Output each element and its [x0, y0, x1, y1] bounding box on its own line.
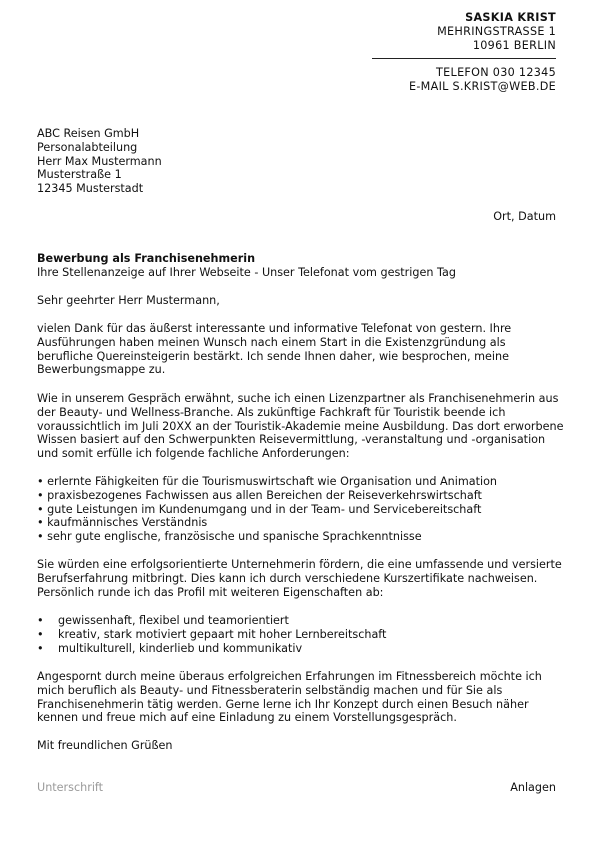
recipient-line: Herr Max Mustermann	[37, 154, 162, 168]
sender-city: 10961 BERLIN	[472, 39, 556, 52]
recipient-line: Personalabteilung	[37, 140, 138, 154]
reference-line: Ihre Stellenanzeige auf Ihrer Webseite - Unser Telefonat vom gestrigen Tag	[37, 266, 456, 279]
recipient-address	[37, 127, 565, 196]
list-item: • erlernte Fähigkeiten für die Tourismuswirtschaft wie Organisation und Animation	[37, 475, 498, 488]
traits-list	[37, 614, 565, 655]
recipient-line: ABC Reisen GmbH	[37, 127, 140, 140]
bullet-dot: •	[37, 627, 44, 641]
list-item	[37, 628, 565, 642]
sender-email: E-MAIL S.KRIST@WEB.DE	[408, 80, 556, 93]
list-item: • sehr gute englische, französische und spanische Sprachkenntnisse	[37, 530, 422, 544]
list-item-text: multikulturell, kinderlieb und kommunikativ	[58, 641, 303, 655]
bullet-dot: •	[37, 641, 44, 655]
list-item: • gute Leistungen im Kundenumgang und in der Team- und Servicebereitschaft	[37, 502, 482, 516]
paragraph-intro: vielen Dank für das äußerst interessante und informative Telefonat von gestern. Ihre Ausführungen haben meinen Wunsch nach einem Start in die Existenzgründung als berufliche Quereinsteigerin bestärkt. Ich sende Ihnen daher, wie besprochen, meine Bewerbungsmappe zu.	[37, 322, 512, 377]
skills-list	[37, 475, 565, 544]
signature-placeholder: Unterschrift	[37, 781, 104, 794]
header-divider	[372, 58, 556, 59]
list-item-text: kreativ, stark motiviert gepaart mit hoher Lernbereitschaft	[58, 627, 387, 641]
paragraph-background: Wie in unserem Gespräch erwähnt, suche ich einen Lizenzpartner als Franchisenehmerin aus der Beauty- und Wellness-Branche. Als zukünftige Fachkraft für Touristik beende ich voraussichtlich im Juli 20XX an der Touristik-Akademie meine Ausbildung. Das dort erworbene Wissen basiert auf den Schwerpunkten Reisevermittlung, -veranstaltung und -organisation und somit erfülle ich folgende fachliche Anforderungen:	[37, 392, 564, 461]
list-item: • praxisbezogenes Fachwissen aus allen Bereichen der Reiseverkehrswirtschaft	[37, 488, 482, 502]
list-item: • kaufmännisches Verständnis	[37, 516, 208, 530]
bullet-dot: •	[37, 614, 44, 627]
paragraph-experience: Sie würden eine erfolgsorientierte Unternehmerin fördern, die eine umfassende und versierte Berufserfahrung mitbringt. Dies kann ich durch verschiedene Kurszertifikate nachweisen. Persönlich runde ich das Profil mit weiteren Eigenschaften ab:	[37, 558, 562, 599]
list-item	[37, 614, 565, 628]
sender-street: MEHRINGSTRASSE 1	[437, 25, 556, 38]
subject-line: Bewerbung als Franchisenehmerin	[37, 252, 256, 265]
recipient-line: 12345 Musterstadt	[37, 182, 144, 196]
list-item-text: gewissenhaft, flexibel und teamorientiert	[58, 614, 289, 627]
salutation: Sehr geehrter Herr Mustermann,	[37, 294, 220, 307]
place-date: Ort, Datum	[493, 210, 556, 223]
sender-phone: TELEFON 030 12345	[436, 66, 556, 79]
closing: Mit freundlichen Grüßen	[37, 739, 173, 752]
recipient-line: Musterstraße 1	[37, 168, 122, 182]
list-item	[37, 642, 565, 656]
paragraph-motivation: Angespornt durch meine überaus erfolgreichen Erfahrungen im Fitnessbereich möchte ich mich beruflich als Beauty- und Fitnessberaterin selbständig machen und für Sie als Franchisenehmerin tätig werden. Gerne lerne ich Ihr Konzept durch einen Besuch näher kennen und freue mich auf eine Einladung zu einem Vorstellungsgespräch.	[37, 670, 542, 725]
enclosures-label: Anlagen	[510, 781, 556, 794]
sender-name: SASKIA KRIST	[465, 11, 556, 24]
